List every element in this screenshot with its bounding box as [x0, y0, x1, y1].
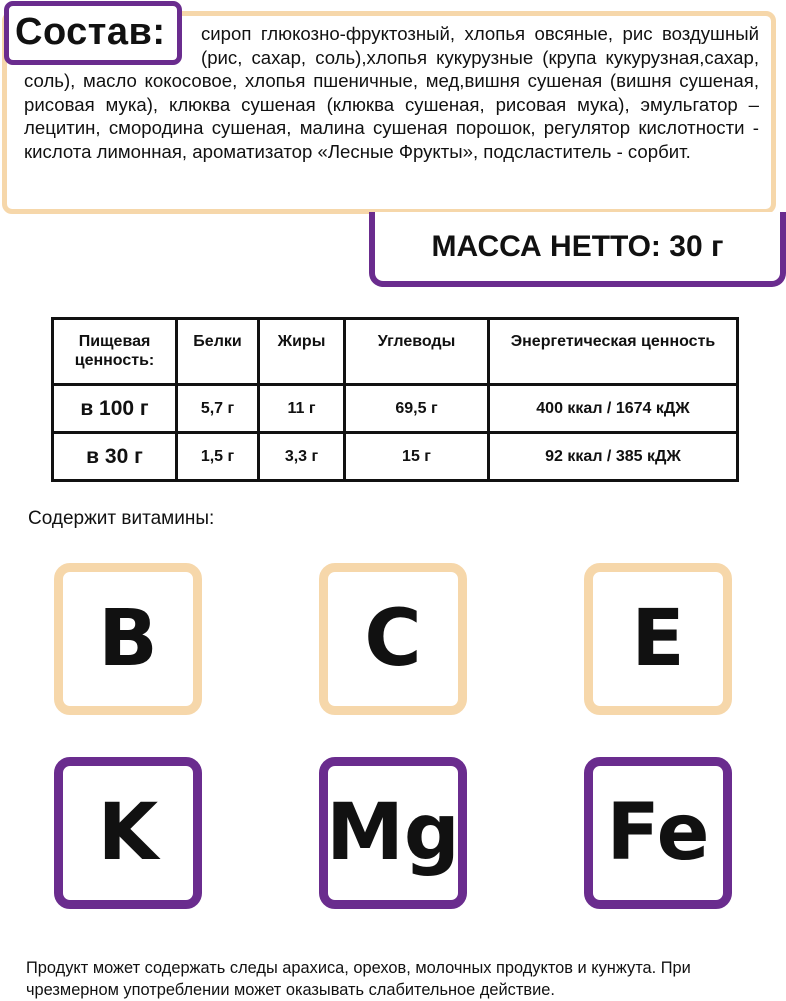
- fat-value: 11 г: [259, 385, 345, 433]
- vitamin-tile-e: E: [584, 563, 732, 715]
- net-weight: МАССА НЕТТО: 30 г: [369, 212, 786, 287]
- header-energy: Энергетическая ценность: [489, 319, 738, 385]
- vitamin-tile-b: B: [54, 563, 202, 715]
- vitamins-title: Содержит витамины:: [28, 508, 215, 529]
- row-label: в 30 г: [53, 433, 177, 481]
- header-nutrition-value: Пищевая ценность:: [53, 319, 177, 385]
- energy-value: 92 ккал / 385 кДЖ: [489, 433, 738, 481]
- energy-value: 400 ккал / 1674 кДЖ: [489, 385, 738, 433]
- mineral-tile-fe: Fe: [584, 757, 732, 909]
- nutrition-row-30g: [53, 433, 738, 481]
- protein-value: 5,7 г: [177, 385, 259, 433]
- nutrition-row-100g: [53, 385, 738, 433]
- allergen-disclaimer: Продукт может содержать следы арахиса, орехов, молочных продуктов и кунжута. При чрезмерном употреблении может оказывать слабительное действие.: [26, 959, 691, 999]
- nutrition-header-row: [53, 319, 738, 385]
- ingredients-list: сироп глюкозно-фруктозный, хлопья овсяные, рис воздушный (рис, сахар, соль),хлопья кукурузные (крупа кукурузная,сахар, соль), масло кокосовое, хлопья пшеничные, мед,вишня сушеная (вишня сушеная, рисовая мука), клюква сушеная (клюква сушеная, рисовая мука), эмульгатор – лецитин, смородина сушеная, малина сушеная порошок, регулятор кислотности - кислота лимонная, ароматизатор «Лесные Фрукты», подсластитель - сорбит.: [24, 23, 759, 162]
- protein-value: 1,5 г: [177, 433, 259, 481]
- header-carbs: Углеводы: [345, 319, 489, 385]
- nutrition-table: [51, 317, 739, 482]
- carbs-value: 69,5 г: [345, 385, 489, 433]
- header-protein: Белки: [177, 319, 259, 385]
- header-fat: Жиры: [259, 319, 345, 385]
- mineral-tile-mg: Mg: [319, 757, 467, 909]
- fat-value: 3,3 г: [259, 433, 345, 481]
- carbs-value: 15 г: [345, 433, 489, 481]
- composition-label: Состав:: [4, 1, 182, 65]
- mineral-tile-k: K: [54, 757, 202, 909]
- row-label: в 100 г: [53, 385, 177, 433]
- vitamin-tile-c: C: [319, 563, 467, 715]
